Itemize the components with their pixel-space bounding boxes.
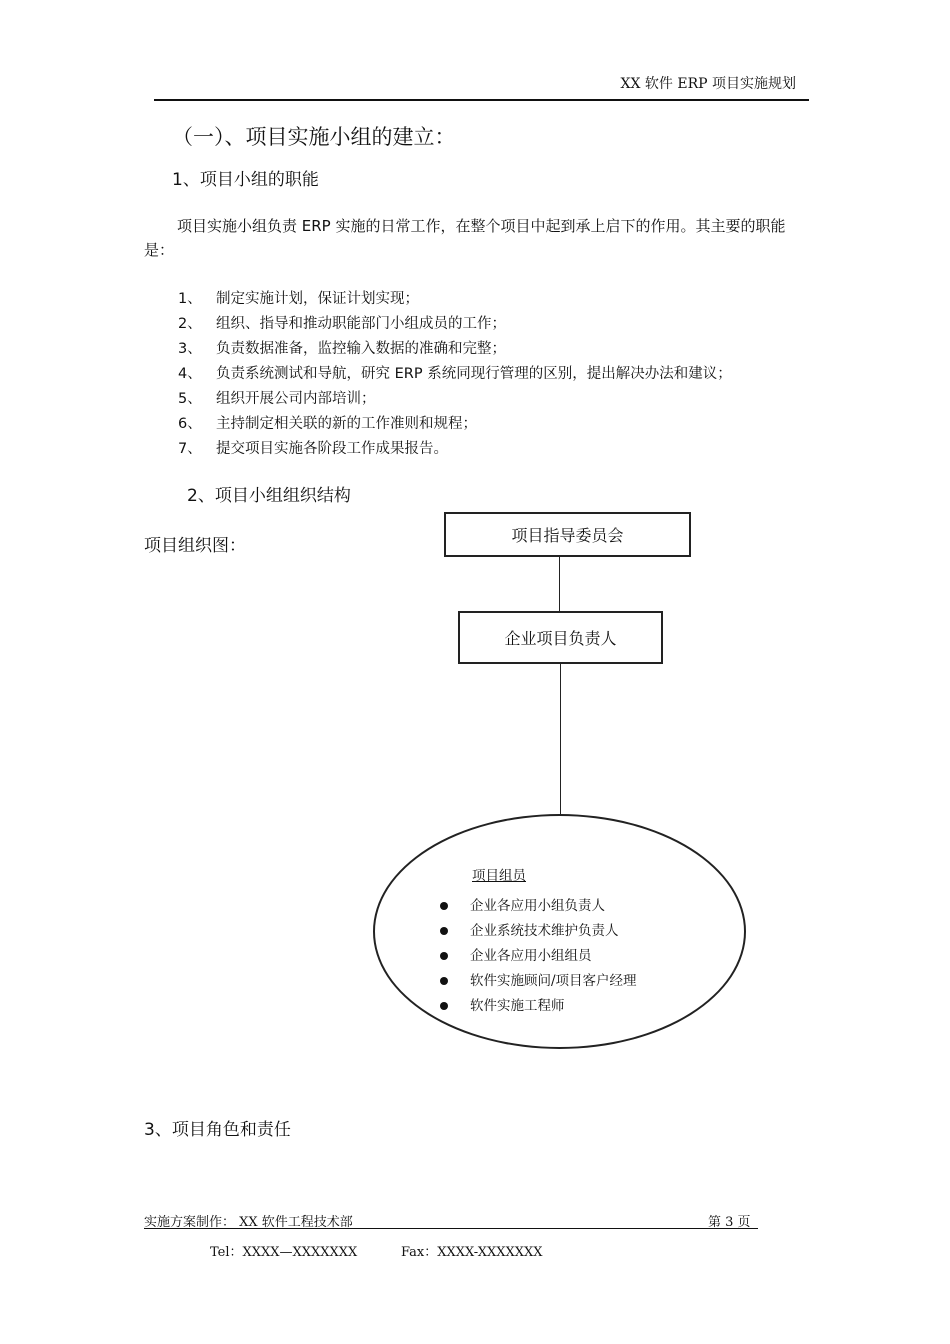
bullet-icon bbox=[440, 927, 448, 935]
member-label: 企业各应用小组组员 bbox=[470, 948, 592, 964]
subsection-2-title: 2、项目小组组织结构 bbox=[187, 486, 351, 506]
duty-number: 6、 bbox=[178, 416, 202, 432]
steering-committee-label: 项目指导委员会 bbox=[511, 526, 624, 545]
duty-number: 3、 bbox=[178, 341, 202, 357]
bullet-icon bbox=[440, 902, 448, 910]
member-label: 企业系统技术维护负责人 bbox=[470, 923, 619, 939]
duty-item bbox=[178, 337, 506, 358]
duty-text: 提交项目实施各阶段工作成果报告。 bbox=[216, 441, 448, 457]
connector-top bbox=[559, 555, 560, 611]
bullet-icon bbox=[440, 1002, 448, 1010]
duty-item bbox=[178, 412, 477, 433]
steering-committee-box bbox=[444, 512, 691, 557]
duty-number: 1、 bbox=[178, 291, 202, 307]
duty-text: 负责数据准备，监控输入数据的准确和完整； bbox=[216, 341, 506, 357]
bullet-icon bbox=[440, 952, 448, 960]
duty-number: 7、 bbox=[178, 441, 202, 457]
header-title: XX 软件 ERP 项目实施规划 bbox=[620, 76, 796, 92]
duty-text: 主持制定相关联的新的工作准则和规程； bbox=[216, 416, 477, 432]
member-label: 企业各应用小组负责人 bbox=[470, 898, 605, 914]
duty-text: 组织、指导和推动职能部门小组成员的工作； bbox=[216, 316, 506, 332]
project-leader-box bbox=[458, 611, 663, 664]
section-title: （一）、项目实施小组的建立： bbox=[172, 125, 456, 149]
member-label: 软件实施顾问/项目客户经理 bbox=[470, 973, 637, 989]
member-item bbox=[440, 894, 605, 914]
org-chart-label: 项目组织图： bbox=[144, 536, 246, 556]
intro-paragraph: 项目实施小组负责 ERP 实施的日常工作，在整个项目中起到承上启下的作用。其主要的职能是： bbox=[144, 217, 786, 259]
duty-item bbox=[178, 362, 732, 383]
subsection-1-title: 1、项目小组的职能 bbox=[172, 170, 319, 190]
duty-number: 5、 bbox=[178, 391, 202, 407]
member-label: 软件实施工程师 bbox=[470, 998, 565, 1014]
footer-rule bbox=[144, 1228, 758, 1229]
members-title: 项目组员 bbox=[472, 868, 526, 884]
bullet-icon bbox=[440, 977, 448, 985]
member-item bbox=[440, 944, 592, 964]
footer-page-number: 第 3 页 bbox=[708, 1215, 751, 1230]
project-leader-label: 企业项目负责人 bbox=[504, 629, 617, 648]
duty-text: 负责系统测试和导航，研究 ERP 系统同现行管理的区别，提出解决办法和建议； bbox=[216, 366, 732, 382]
connector-bottom bbox=[560, 662, 561, 814]
duty-text: 制定实施计划，保证计划实现； bbox=[216, 291, 419, 307]
duty-text: 组织开展公司内部培训； bbox=[216, 391, 376, 407]
duty-item bbox=[178, 312, 506, 333]
member-item bbox=[440, 994, 565, 1014]
duty-item bbox=[178, 287, 419, 308]
member-item bbox=[440, 919, 619, 939]
duty-item bbox=[178, 437, 448, 458]
member-item bbox=[440, 969, 637, 989]
footer-tel: Tel：XXXX—XXXXXXX bbox=[210, 1245, 358, 1260]
duty-number: 4、 bbox=[178, 366, 202, 382]
footer-fax: Fax：XXXX-XXXXXXX bbox=[401, 1245, 543, 1260]
duty-item bbox=[178, 387, 376, 408]
subsection-3-title: 3、项目角色和责任 bbox=[144, 1120, 291, 1140]
footer-maker: 实施方案制作： XX 软件工程技术部 bbox=[144, 1215, 353, 1230]
duty-number: 2、 bbox=[178, 316, 202, 332]
header-rule bbox=[154, 99, 809, 101]
